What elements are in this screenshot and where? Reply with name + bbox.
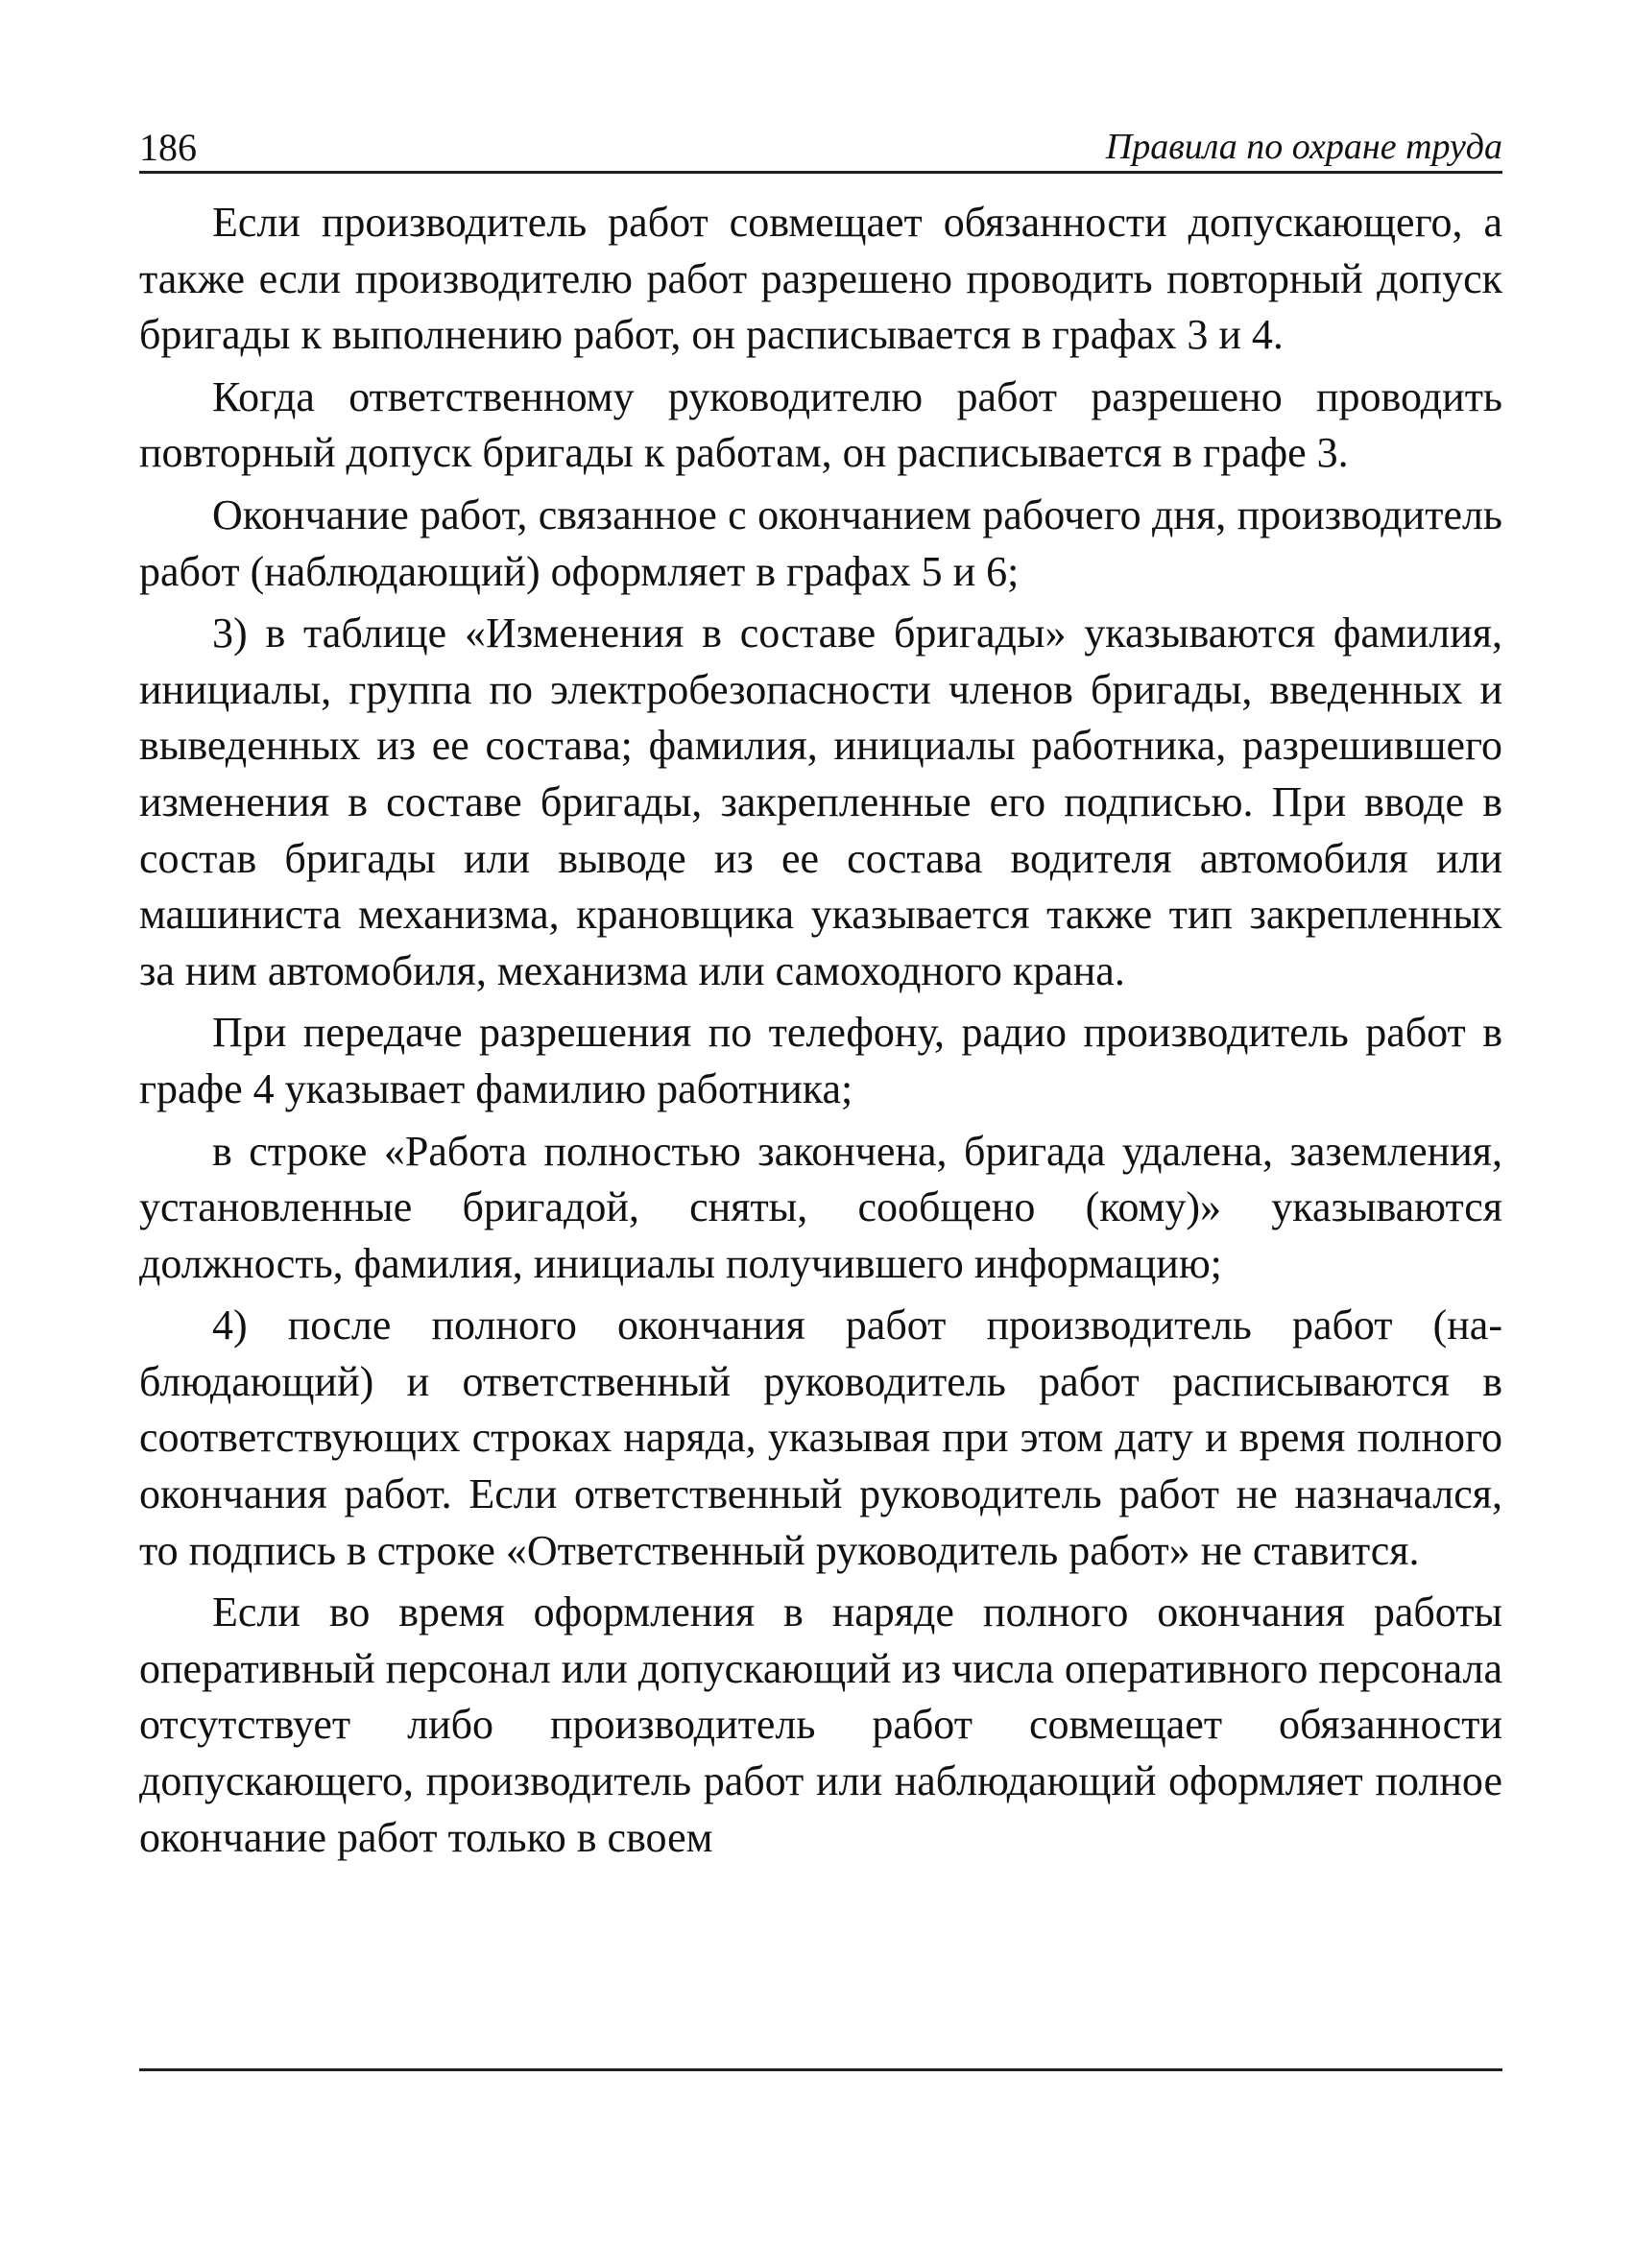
paragraph: 4) после полного окончания работ производитель работ (наблюдающий) и ответственный руководитель работ расписываются в соответствующих строках наряда, указывая при этом дату и время полного окончания работ. Если ответственный руководитель работ не назначался, то подпись в строке «Ответственный руководитель работ» не ставится.: [139, 1301, 1502, 1574]
paragraph: Если производитель работ совмещает обязанности допускающего, а также если производителю работ разрешено проводить повторный допуск бригады к выполнению работ, он расписывается в графах 3 и 4.: [139, 199, 1502, 359]
footer-rule: [139, 2068, 1502, 2071]
page-number: 186: [139, 126, 197, 169]
paragraph: При передаче разрешения по телефону, радио производитель работ в графе 4 указывает фамилию работника;: [139, 1009, 1502, 1112]
paragraph: в строке «Работа полностью закончена, бригада удалена, заземления, установленные бригадой, сняты, сообщено (кому)» указываются должность, фамилия, инициалы получившего информацию;: [139, 1127, 1502, 1287]
paragraph: Когда ответственному руководителю работ разрешено проводить повторный допуск бригады к работам, он расписывается в графе 3.: [139, 372, 1502, 477]
paragraph: Если во время оформления в наряде полного окончания работы оперативный персонал или допускающий из числа оперативного персонала отсутствует либо производитель работ совмещает обязанности допускающего, производитель работ или наблюдающий оформляет полное окончание работ только в своем: [139, 1588, 1502, 1861]
body-text: [139, 195, 1502, 1866]
paragraph: 3) в таблице «Изменения в составе бригады» указываются фамилия, инициалы, группа по электробезопасности членов бригады, введенных и выведенных из ее состава; фамилия, инициалы работника, разрешившего изменения в составе бригады, закрепленные его подписью. При вводе в состав бригады или выводе из ее состава водителя автомобиля или машиниста механизма, крановщика указывается также тип закрепленных за ним автомобиля, механизма или самоходного крана.: [139, 609, 1502, 994]
paragraph: Окончание работ, связанное с окончанием рабочего дня, производитель работ (наблюдающий) оформляет в графах 5 и 6;: [139, 490, 1502, 595]
book-page: [139, 106, 1502, 1872]
running-title: Правила по охране труда: [1105, 127, 1502, 167]
page-header: [139, 106, 1502, 174]
